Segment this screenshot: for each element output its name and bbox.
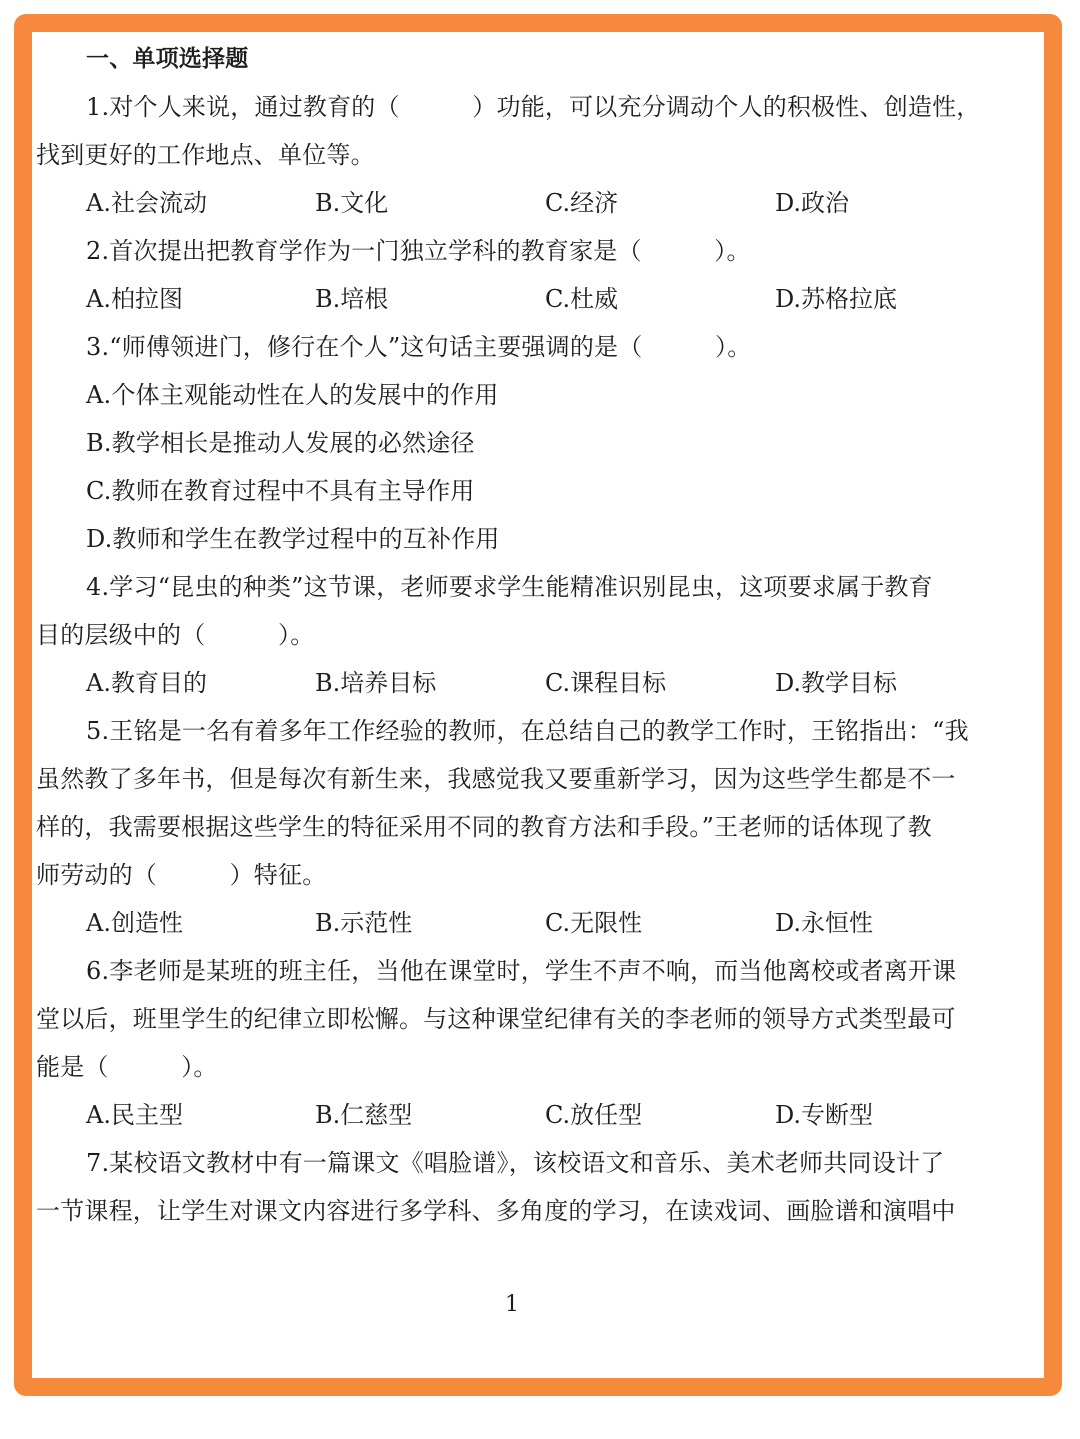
q2-option-c: C.杜威: [545, 285, 619, 313]
section-title: 一、单项选择题: [86, 46, 249, 72]
question-1-text: 1.对个人来说，通过教育的（ ）功能，可以充分调动个人的积极性、创造性，: [86, 93, 981, 121]
question-3-text: 3.“师傅领进门，修行在个人”这句话主要强调的是（ ）。: [86, 333, 752, 361]
q1-option-d: D.政治: [775, 189, 850, 217]
q6-option-d: D.专断型: [775, 1101, 874, 1129]
question-6-text-cont-2: 能是（ ）。: [36, 1053, 218, 1081]
question-5-text: 5.王铭是一名有着多年工作经验的教师，在总结自己的教学工作时，王铭指出：“我: [86, 717, 969, 745]
question-5-text-cont-2: 样的，我需要根据这些学生的特征采用不同的教育方法和手段。”王老师的话体现了教: [36, 813, 932, 841]
question-7-text-cont: 一节课程，让学生对课文内容进行多学科、多角度的学习，在读戏词、画脸谱和演唱中: [36, 1197, 956, 1225]
q5-option-d: D.永恒性: [775, 909, 874, 937]
question-4-text-cont: 目的层级中的（ ）。: [36, 621, 315, 649]
q3-option-b: B.教学相长是推动人发展的必然途径: [86, 429, 475, 457]
page-number: 1: [505, 1292, 519, 1317]
q2-option-d: D.苏格拉底: [775, 285, 898, 313]
q2-option-b: B.培根: [315, 285, 389, 313]
question-2-text: 2.首次提出把教育学作为一门独立学科的教育家是（ ）。: [86, 237, 751, 265]
q6-option-a: A.民主型: [86, 1101, 183, 1129]
q3-option-d: D.教师和学生在教学过程中的互补作用: [86, 525, 500, 553]
q5-option-b: B.示范性: [315, 909, 413, 937]
q3-option-a: A.个体主观能动性在人的发展中的作用: [86, 381, 499, 409]
q6-option-c: C.放任型: [545, 1101, 643, 1129]
q1-option-c: C.经济: [545, 189, 619, 217]
question-5-text-cont-1: 虽然教了多年书，但是每次有新生来，我感觉我又要重新学习，因为这些学生都是不一: [36, 765, 956, 793]
q4-option-a: A.教育目的: [86, 669, 207, 697]
q3-option-c: C.教师在教育过程中不具有主导作用: [86, 477, 475, 505]
q4-option-d: D.教学目标: [775, 669, 898, 697]
question-7-text: 7.某校语文教材中有一篇课文《唱脸谱》，该校语文和音乐、美术老师共同设计了: [86, 1149, 945, 1177]
question-1-text-cont: 找到更好的工作地点、单位等。: [36, 141, 375, 169]
q4-option-c: C.课程目标: [545, 669, 667, 697]
q4-option-b: B.培养目标: [315, 669, 437, 697]
q5-option-a: A.创造性: [86, 909, 183, 937]
q5-option-c: C.无限性: [545, 909, 643, 937]
q1-option-a: A.社会流动: [86, 189, 207, 217]
q6-option-b: B.仁慈型: [315, 1101, 413, 1129]
question-6-text-cont-1: 堂以后，班里学生的纪律立即松懈。与这种课堂纪律有关的李老师的领导方式类型最可: [36, 1005, 956, 1033]
question-6-text: 6.李老师是某班的班主任，当他在课堂时，学生不声不响，而当他离校或者离开课: [86, 957, 957, 985]
q2-option-a: A.柏拉图: [86, 285, 183, 313]
question-4-text: 4.学习“昆虫的种类”这节课，老师要求学生能精准识别昆虫，这项要求属于教育: [86, 573, 933, 601]
question-5-text-cont-3: 师劳动的（ ）特征。: [36, 861, 327, 889]
q1-option-b: B.文化: [315, 189, 389, 217]
